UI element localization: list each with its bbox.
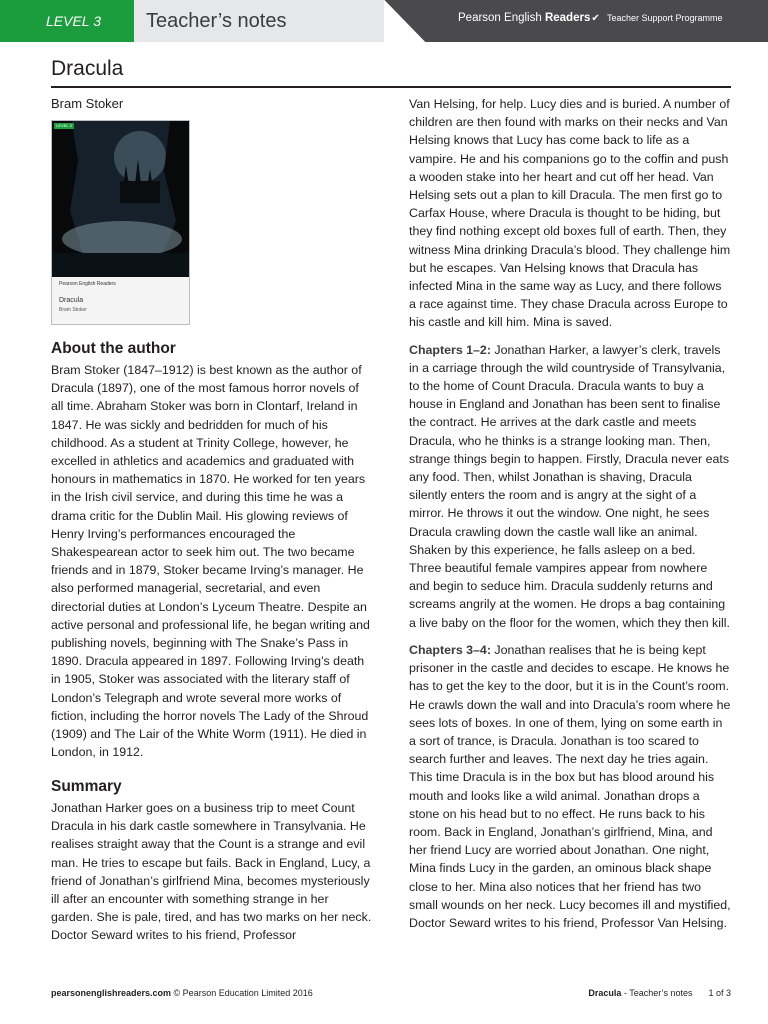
chapter-label: Chapters 1–2: xyxy=(409,342,491,357)
author-name: Bram Stoker xyxy=(51,96,124,111)
cover-title: Dracula xyxy=(59,297,84,304)
summary-heading: Summary xyxy=(51,778,122,795)
page-title: Dracula xyxy=(51,57,124,80)
teachers-notes-title: Teacher’s notes xyxy=(134,0,384,42)
footer-left xyxy=(51,988,313,998)
level-label: LEVEL 3 xyxy=(46,13,102,29)
brand-subtitle: Teacher Support Programme xyxy=(606,13,723,23)
footer-doc-label: - Teacher’s notes xyxy=(621,988,693,998)
brand-logo-text xyxy=(458,12,723,24)
summary-continued-text: Van Helsing, for help. Lucy dies and is buried. A number of children are then found with marks on their necks and Van Helsing knows that Lucy has come back to life as a vampire. He and his companions go to the coffin and push a wooden stake into her heart and cut off her head. Van Helsing sets out a plan to kill Dracula. The men first go to Carfax House, where Dracula is thought to be hiding, but they find nothing except old boxes full of earth. Then, they witness Mina drinking Dracula’s blood. They challenge him but he escapes. Van Helsing knows that Dracula has infected Mina in the same way as Lucy, and there follows a race against time. They chase Dracula across Europe to his castle and kill him. Mina is saved. xyxy=(409,97,731,330)
right-column xyxy=(409,95,731,932)
level-badge xyxy=(0,0,134,42)
summary-text: Jonathan Harker goes on a business trip to meet Count Dracula in his dark castle somewhere in Transylvania. He realises straight away that the Count is a strange and evil man. He tries to escape but fails. Back in England, Lucy, a friend of Jonathan’s girlfriend Mina, becomes mysteriously ill after an encounter with something strange in her garden. She is pale, tired, and has two marks on her neck. Doctor Seward writes to his friend, Professor xyxy=(51,801,372,943)
cover-author: Bram Stoker xyxy=(59,307,87,313)
cover-artwork xyxy=(52,121,189,277)
about-section xyxy=(51,339,373,761)
chapter-text: Jonathan realises that he is being kept prisoner in the castle and decides to escape. He knows he has to get the key to the door, but it is in the Count’s room. He crawls down the wall and into Dracula’s room where he sees lots of boxes. In one of them, lying on some earth in a sort of trance, is Dracula. Jonathan is too scared to search further and leaves. The next day he tries again. This time Dracula is in the box but has blood around his mouth and looks like a wild animal. Jonathan drops a stone on his head but to no effect. He runs back to his room. Back in England, Jonathan’s girlfriend, Mina, and her friend Lucy are worried about Jonathan. One night, Mina finds Lucy in the garden, an ominous black shape close to her. Mina also notices that her friend has two small wounds on her neck. Lucy becomes ill and mystified, Doctor Seward writes to his friend, Professor Van Helsing. xyxy=(409,642,731,930)
about-heading: About the author xyxy=(51,340,176,357)
chapter-paragraph xyxy=(409,341,731,632)
footer-website-link[interactable]: pearsonenglishreaders.com xyxy=(51,988,172,998)
castle-illustration xyxy=(52,121,189,277)
brand-bold: Readers xyxy=(544,12,591,24)
chapter-text: Jonathan Harker, a lawyer’s clerk, travels in a carriage through the wild countryside of Transylvania, to the home of Count Dracula. Dracula wants to buy a house in England and Jonathan has been sent to finalise the contract. He arrives at the dark castle and meets Dracula, who he thinks is a strange looking man. Then, strange things begin to happen. Firstly, Dracula never eats any food. Then, whilst Jonathan is shaving, Dracula silently enters the room and is angry at the sight of a mirror. He throws it out the window. One night, he sees Dracula crawling down the castle wall like an animal. Shaken by this experience, he falls asleep on a bed. Three beautiful female vampires appear from nowhere and begin to seduce him. Dracula suddenly returns and screams angrily at the women. He drops a bag containing a live baby on the floor for the women, which they then kill. xyxy=(409,342,730,630)
summary-section xyxy=(51,777,373,945)
footer-book-title: Dracula xyxy=(588,988,622,998)
brand-prefix: Pearson English xyxy=(458,12,545,24)
title-divider xyxy=(51,86,731,88)
header-bar xyxy=(0,0,768,42)
about-text: Bram Stoker (1847–1912) is best known as the author of Dracula (1897), one of the most famous horror novels of all time. Abraham Stoker was born in Clontarf, Ireland in 1847. He was sickly and bedridden for much of his childhood. As a student at Trinity College, however, he excelled in athletics and academics and graduated with honours in mathematics in 1870. He worked for ten years in the Irish civil service, and during this time he was a drama critic for the Dublin Mail. His glowing reviews of Henry Irving’s performances encouraged the Shakespearean actor to seek him out. The two became friends and in 1879, Stoker became Irving’s manager. He also performed managerial, secretarial, and even directorial duties at London’s Lyceum Theatre. Despite an active personal and professional life, he began writing and publishing novels, beginning with The Snake’s Pass in 1890. Dracula appeared in 1897. Following Irving’s death in 1905, Stoker was associated with the literary staff of London’s Telegraph and wrote several more works of fiction, including the horror novels The Lady of the Shroud (1909) and The Lair of the White Worm (1911). He died in London, in 1912. xyxy=(51,363,370,760)
chapter-label: Chapters 3–4: xyxy=(409,642,491,657)
chapter-paragraph xyxy=(409,641,731,932)
page-number: 1 of 3 xyxy=(708,988,731,998)
cover-level-badge: LEVEL 3 xyxy=(54,123,74,129)
cover-brand: Pearson English Readers xyxy=(59,281,116,287)
footer-copyright: © Pearson Education Limited 2016 xyxy=(171,988,313,998)
footer-right xyxy=(588,988,731,998)
brand-tick-icon: ✔ xyxy=(591,13,600,24)
book-cover-image xyxy=(51,120,190,325)
